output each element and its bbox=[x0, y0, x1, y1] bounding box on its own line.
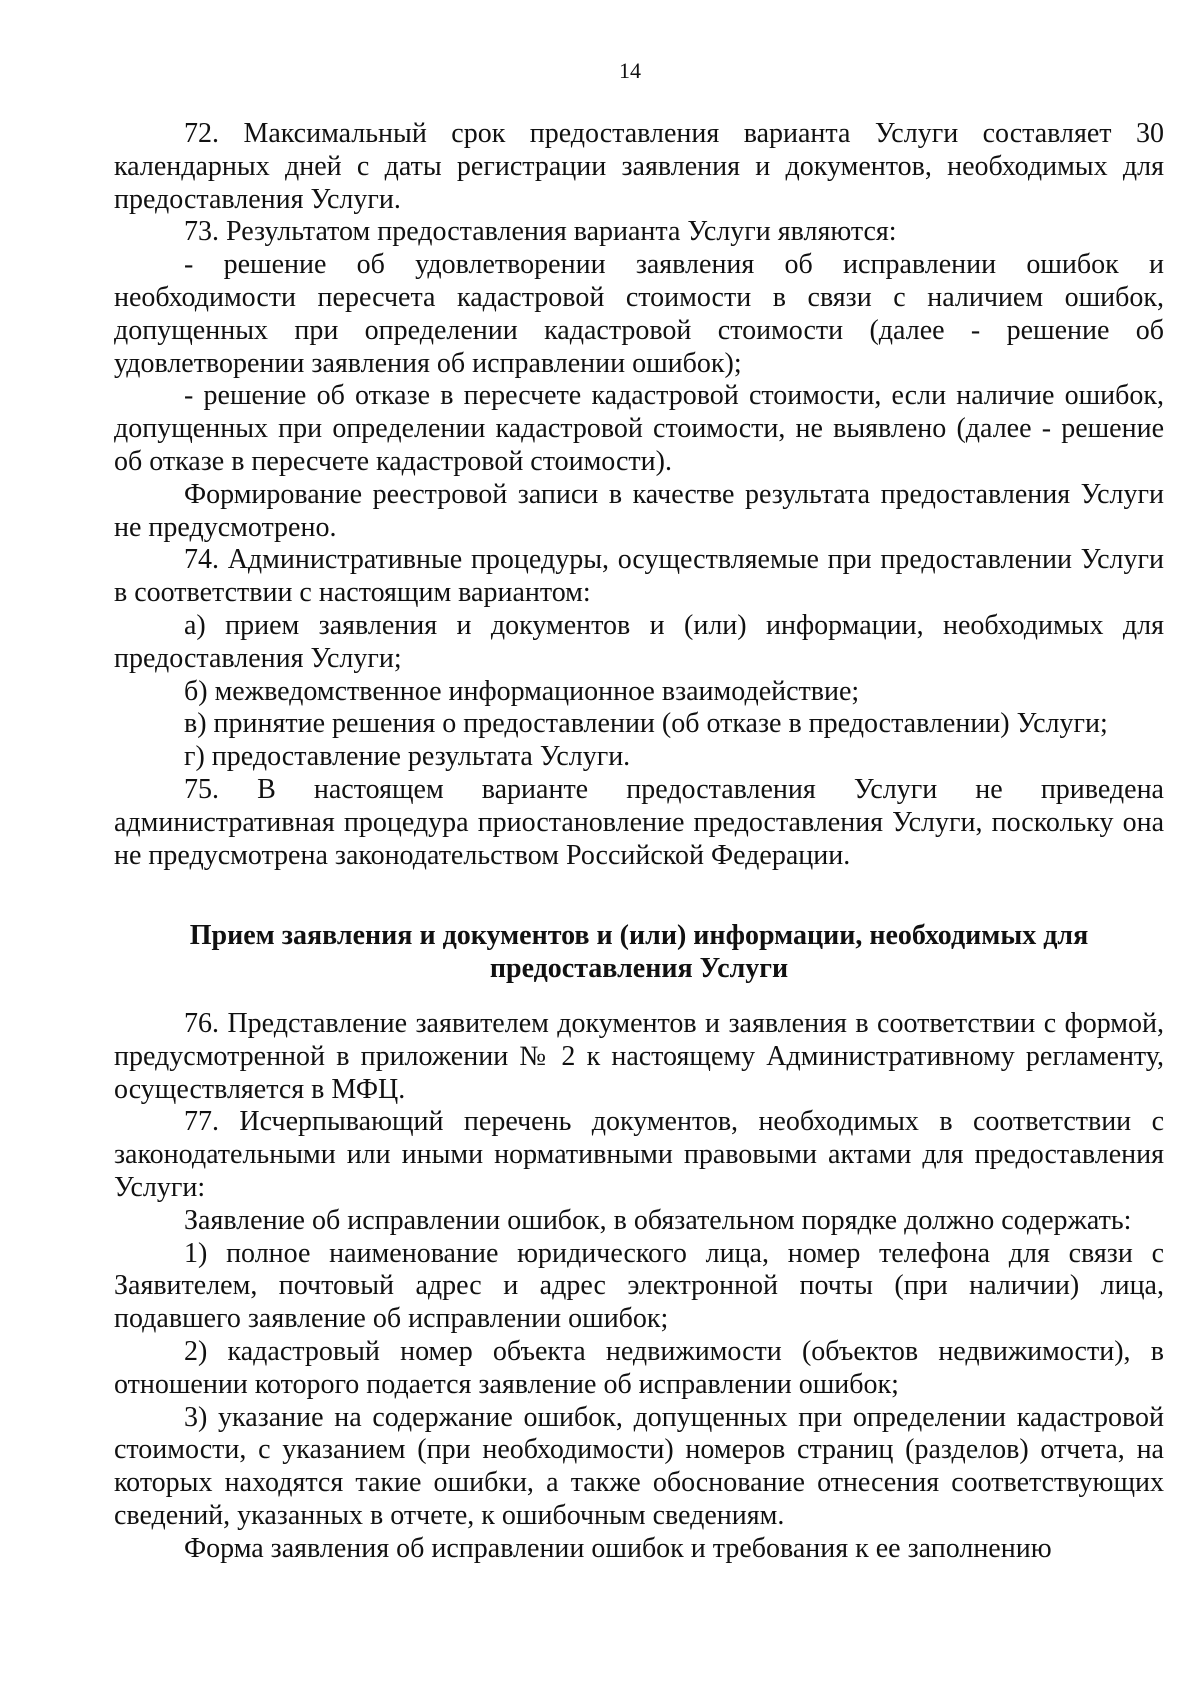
requirement-item-3: 3) указание на содержание ошибок, допущенных при определении кадастровой стоимости, с указанием (при необходимости) номеров страниц (разделов) отчета, на которых находятся такие ошибки, а также обоснование отнесения соответствующих сведений, указанных в отчете, к ошибочным сведениям. bbox=[114, 1401, 1164, 1531]
paragraph-form-requirements: Форма заявления об исправлении ошибок и требования к ее заполнению bbox=[184, 1532, 1052, 1564]
section-2-body bbox=[114, 1008, 1164, 1566]
paragraph-75: 75. В настоящем варианте предоставления Услуги не приведена административная процедура приостановление предоставления Услуги, поскольку она не предусмотрена законодательством Российской Федерации. bbox=[114, 773, 1164, 871]
procedure-item-v: в) принятие решения о предоставлении (об отказе в предоставлении) Услуги; bbox=[184, 708, 1108, 740]
paragraph-registry-note: Формирование реестровой записи в качестве результата предоставления Услуги не предусмотрено. bbox=[114, 478, 1164, 543]
section-heading bbox=[114, 920, 1164, 985]
procedure-item-b: б) межведомственное информационное взаимодействие; bbox=[184, 675, 860, 707]
paragraph-72: 72. Максимальный срок предоставления варианта Услуги составляет 30 календарных дней с даты регистрации заявления и документов, необходимых для предоставления Услуги. bbox=[114, 118, 1164, 215]
section-heading-line-2: предоставления Услуги bbox=[489, 952, 789, 984]
paragraph-73: 73. Результатом предоставления варианта Услуги являются: bbox=[184, 216, 897, 248]
procedure-item-a: а) прием заявления и документов и (или) информации, необходимых для предоставления Услуги; bbox=[114, 609, 1164, 674]
result-item-approval: - решение об удовлетворении заявления об исправлении ошибок и необходимости пересчета кадастровой стоимости в связи с наличием ошибок, допущенных при определении кадастровой стоимости (далее - решение об удовлетворении заявления об исправлении ошибок); bbox=[114, 249, 1164, 379]
paragraph-74: 74. Административные процедуры, осуществляемые при предоставлении Услуги в соответствии с настоящим вариантом: bbox=[114, 544, 1164, 609]
section-heading-line-1: Прием заявления и документов и (или) информации, необходимых для bbox=[189, 920, 1089, 951]
result-item-refusal: - решение об отказе в пересчете кадастровой стоимости, если наличие ошибок, допущенных при определении кадастровой стоимости, не выявлено (далее - решение об отказе в пересчете кадастровой стоимости). bbox=[114, 380, 1164, 477]
requirement-item-2: 2) кадастровый номер объекта недвижимости (объектов недвижимости), в отношении которого подается заявление об исправлении ошибок; bbox=[114, 1335, 1164, 1400]
section-1-body bbox=[114, 118, 1164, 872]
paragraph-76: 76. Представление заявителем документов и заявления в соответствии с формой, предусмотренной в приложении № 2 к настоящему Административному регламенту, осуществляется в МФЦ. bbox=[114, 1008, 1164, 1105]
paragraph-77: 77. Исчерпывающий перечень документов, необходимых в соответствии с законодательными или иными нормативными правовыми актами для предоставления Услуги: bbox=[114, 1106, 1164, 1203]
procedure-item-g: г) предоставление результата Услуги. bbox=[184, 741, 631, 773]
requirement-item-1: 1) полное наименование юридического лица, номер телефона для связи с Заявителем, почтовый адрес и адрес электронной почты (при наличии) лица, подавшего заявление об исправлении ошибок; bbox=[114, 1237, 1164, 1335]
page-number: 14 bbox=[619, 58, 641, 83]
paragraph-application-contents: Заявление об исправлении ошибок, в обязательном порядке должно содержать: bbox=[184, 1204, 1132, 1236]
